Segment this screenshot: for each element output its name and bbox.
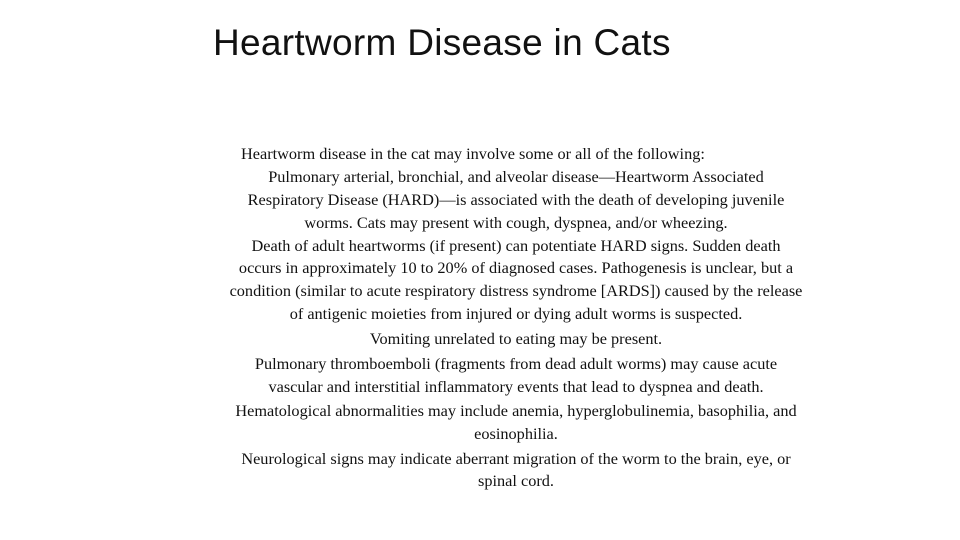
text-line: Pulmonary arterial, bronchial, and alveolar disease—Heartworm Associated [268, 166, 764, 186]
text-line: of antigenic moieties from injured or dying adult worms is suspected. [289, 304, 743, 324]
text-line: vascular and interstitial inflammatory events that lead to dyspnea and death. [268, 376, 764, 396]
text-line: Pulmonary thromboemboli (fragments from dead adult worms) may cause acute [254, 354, 778, 374]
text-line: condition (similar to acute respiratory distress syndrome [ARDS]) caused by the release [229, 281, 803, 301]
text-line: Death of adult heartworms (if present) can potentiate HARD signs. Sudden death [251, 235, 781, 255]
slide-body [196, 143, 836, 493]
text-line: worms. Cats may present with cough, dyspnea, and/or wheezing. [304, 212, 728, 232]
text-line: Hematological abnormalities may include anemia, hyperglobulinemia, basophilia, and [235, 400, 797, 420]
text-line: Vomiting unrelated to eating may be present. [369, 329, 663, 349]
slide-title: Heartworm Disease in Cats [213, 22, 671, 63]
text-line: occurs in approximately 10 to 20% of diagnosed cases. Pathogenesis is unclear, but a [238, 258, 794, 278]
intro-line: Heartworm disease in the cat may involve some or all of the following: [241, 144, 705, 163]
text-line: Neurological signs may indicate aberrant migration of the worm to the brain, eye, or [241, 448, 791, 468]
text-line: spinal cord. [478, 471, 554, 491]
text-line: eosinophilia. [474, 423, 558, 443]
text-line: Respiratory Disease (HARD)—is associated with the death of developing juvenile [247, 189, 785, 209]
